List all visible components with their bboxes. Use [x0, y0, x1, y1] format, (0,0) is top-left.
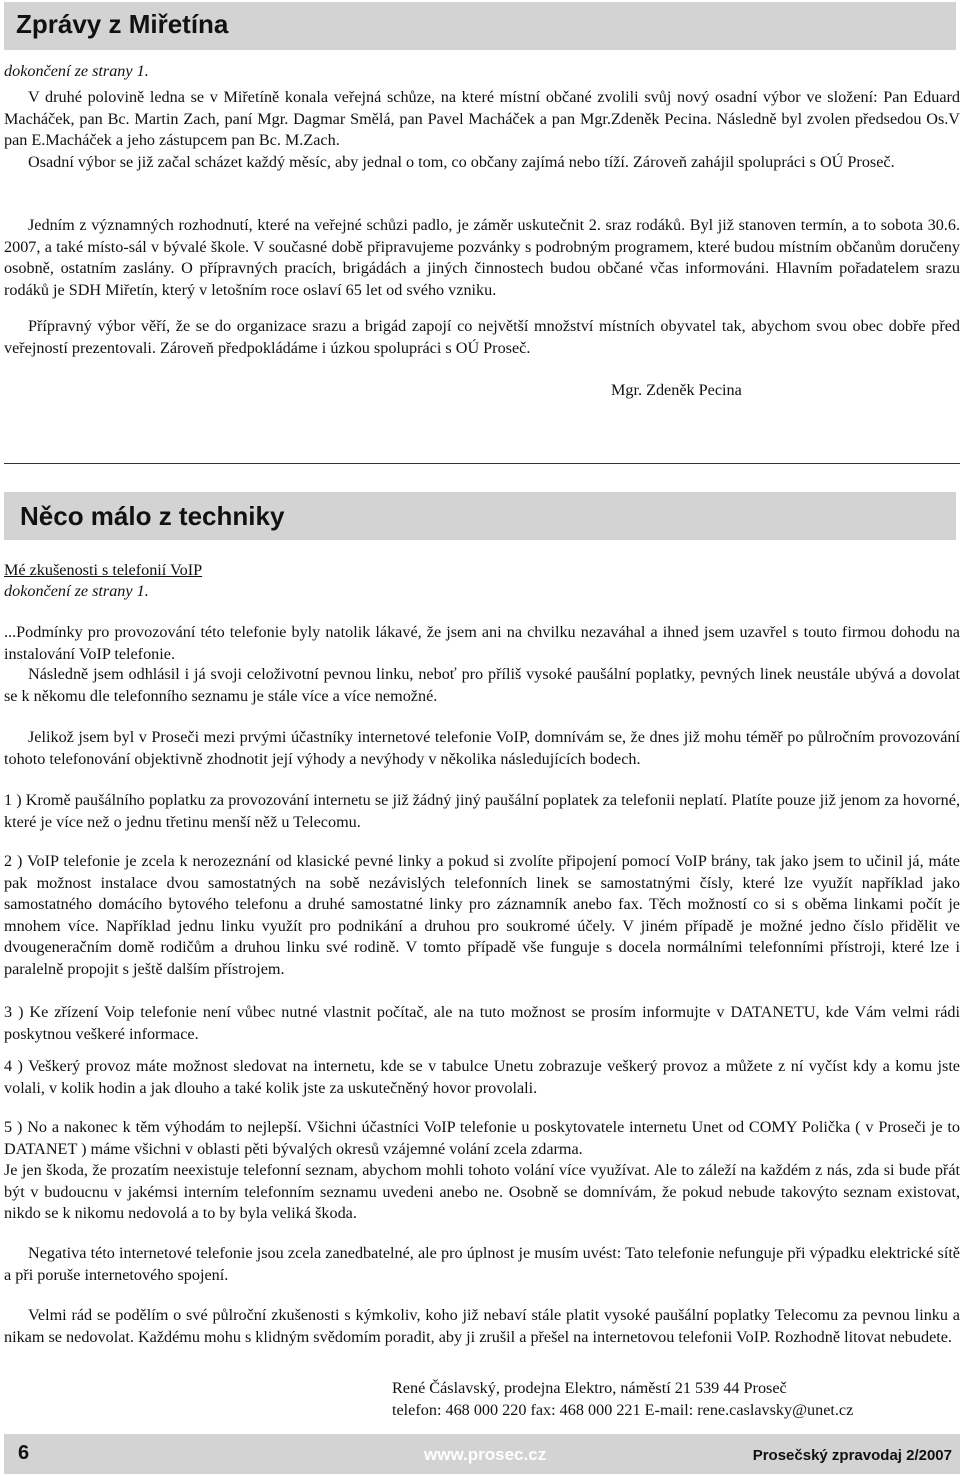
paragraph: 5 ) No a nakonec k těm výhodám to nejlepší. Všichni účastníci VoIP telefonie u poskytovatele internetu Unet od COMY Polička ( v Proseči je to DATANET ) máme všichni v oblasti pěti bývalých okresů vzájemné volání zcela zdarma. — [4, 1118, 960, 1158]
signature: Mgr. Zdeněk Pecina — [611, 381, 742, 399]
contact-line: René Čáslavský, prodejna Elektro, náměstí 21 539 44 Proseč — [392, 1379, 787, 1397]
paragraph: Přípravný výbor věří, že se do organizace srazu a brigád zapojí co největší množství místních obyvatel tak, abychom svou obec dobře před veřejností prezentovali. Zároveň předpokládáme i úzkou spolupráci s OÚ Proseč. — [4, 317, 960, 357]
paragraph: Jelikož jsem byl v Proseči mezi prvými účastníky internetové telefonie VoIP, domnívám se, že dnes již mohu téměř po půlročním provozování tohoto telefonování objektivně zhodnotit její výhody a nevýhody v několika následujících bodech. — [4, 728, 960, 768]
paragraph: Negativa této internetové telefonie jsou zcela zanedbatelné, ale pro úplnost je musím uvést: Tato telefonie nefunguje při výpadku elektrické sítě a při poruše internetového spojení. — [4, 1244, 960, 1284]
paragraph: Velmi rád se podělím o své půlroční zkušenosti s kýmkoliv, koho již nebaví stále platit vysoké paušální poplatky Telecomu za pevnou linku a nikam se nedovolat. Každému mohu s klidným svědomím poradit, aby ji zrušil a přešel na internetovou telefonii VoIP. Rozhodně litovat nebudete. — [4, 1306, 960, 1346]
paragraph: Je jen škoda, že prozatím neexistuje telefonní seznam, abychom mohli tohoto volání více využívat. Ale to záleží na každém z nás, zda si bude přát být v budoucnu v jakémsi interním telefonním seznamu uvedeni anebo ne. Osobně se domnívám, že pokud nebude takovýto seznam existovat, nikdo se k nikomu nedovolá a to by byla veliká škoda. — [4, 1161, 960, 1222]
continued-note: dokončení ze strany 1. — [4, 582, 149, 600]
page-number: 6 — [18, 1442, 30, 1464]
paragraph: Osadní výbor se již začal scházet každý měsíc, aby jednal o tom, co občany zajímá nebo tíží. Zároveň zahájil spolupráci s OÚ Proseč. — [28, 153, 895, 171]
article-subtitle: Mé zkušenosti s telefonií VoIP — [4, 561, 203, 579]
publication-name: Prosečský zpravodaj 2/2007 — [752, 1447, 952, 1464]
contact-line: telefon: 468 000 220 fax: 468 000 221 E-mail: rene.caslavsky@unet.cz — [392, 1401, 854, 1419]
paragraph: 3 ) Ke zřízení Voip telefonie není vůbec nutné vlastnit počítač, ale na tuto možnost se prosím informujte v DATANETU, kde Vám velmi rádi poskytnou veškeré informace. — [4, 1003, 960, 1043]
paragraph: Následně jsem odhlásil i já svoji celoživotní pevnou linku, neboť pro příliš vysoké paušální poplatky, pevných linek neustále ubývá a dovolat se k někomu dle telefonního seznamu je stále více a více nemožné. — [4, 665, 960, 705]
paragraph: ...Podmínky pro provozování této telefonie byly natolik lákavé, že jsem ani na chvilku nezaváhal a ihned jsem uzavřel s touto firmou dohodu na instalování VoIP telefonie. — [4, 623, 960, 663]
continued-note: dokončení ze strany 1. — [4, 62, 149, 80]
section-title-zpravy: Zprávy z Miřetína — [4, 2, 956, 50]
footer-url: www.prosec.cz — [424, 1445, 547, 1464]
section-divider — [4, 463, 960, 464]
paragraph: Jedním z významných rozhodnutí, které na veřejné schůzi padlo, je záměr uskutečnit 2. sraz rodáků. Byl již stanoven termín, a to sobota 30.6. 2007, a také místo-sál v bývalé škole. V současné době připravujeme pozvánky s podrobným programem, které budou místním občanům doručeny osobně, ostatním zaslány. O přípravných pracích, brigádách a jiných činnostech budou občané včas informováni. Hlavním pořadatelem srazu rodáků je SDH Miřetín, který v letošním roce oslaví 65 let od svého vzniku. — [4, 216, 960, 299]
page-footer — [4, 1434, 960, 1474]
paragraph: 2 ) VoIP telefonie je zcela k nerozeznání od klasické pevné linky a pokud si zvolíte připojení pomocí VoIP brány, tak jako jsem to učinil já, máte pak možnost instalace dvou samostatných na sobě nezávislých telefonních linek se samostatnými čísly, které lze využít například jako samostatného domácího bytového telefonu a druhé samostatné linky pro záznamník anebo fax. Těch možností co si s oběma linkami počít je mnohem více. Například jednu linku využít pro podnikání a druhou pro soukromé účely. V jiném případě je možné jedno číslo přidělit ve dvougeneračním domě rodičům a druhou linku své rodině. V tomto případě vše funguje s docela normálními telefonními přístroji, které lze i paralelně propojit s ještě dalším přístrojem. — [4, 852, 960, 978]
paragraph: 1 ) Kromě paušálního poplatku za provozování internetu se již žádný jiný paušální poplatek za telefonii neplatí. Platíte pouze již jenom za hovorné, které je více než o jednu třetinu menší něž u Telecomu. — [4, 791, 960, 831]
section-title-technika: Něco málo z techniky — [4, 492, 956, 540]
paragraph: 4 ) Veškerý provoz máte možnost sledovat na internetu, kde se v tabulce Unetu zobrazuje veškerý provoz a můžete z ní vyčíst kdy a komu jste volali, v kolik hodin a jak dlouho a také kolik jste za uskutečněný hovor provolali. — [4, 1057, 960, 1097]
paragraph: V druhé polovině ledna se v Miřetíně konala veřejná schůze, na které místní občané zvolili svůj nový osadní výbor ve složení: Pan Eduard Macháček, pan Bc. Martin Zach, paní Mgr. Dagmar Smělá, pan Pavel Macháček a pan Mgr.Zdeněk Pecina. Následně byl zvolen předsedou Os.V pan E.Macháček a jeho zástupcem pan Bc. M.Zach. — [4, 88, 960, 149]
